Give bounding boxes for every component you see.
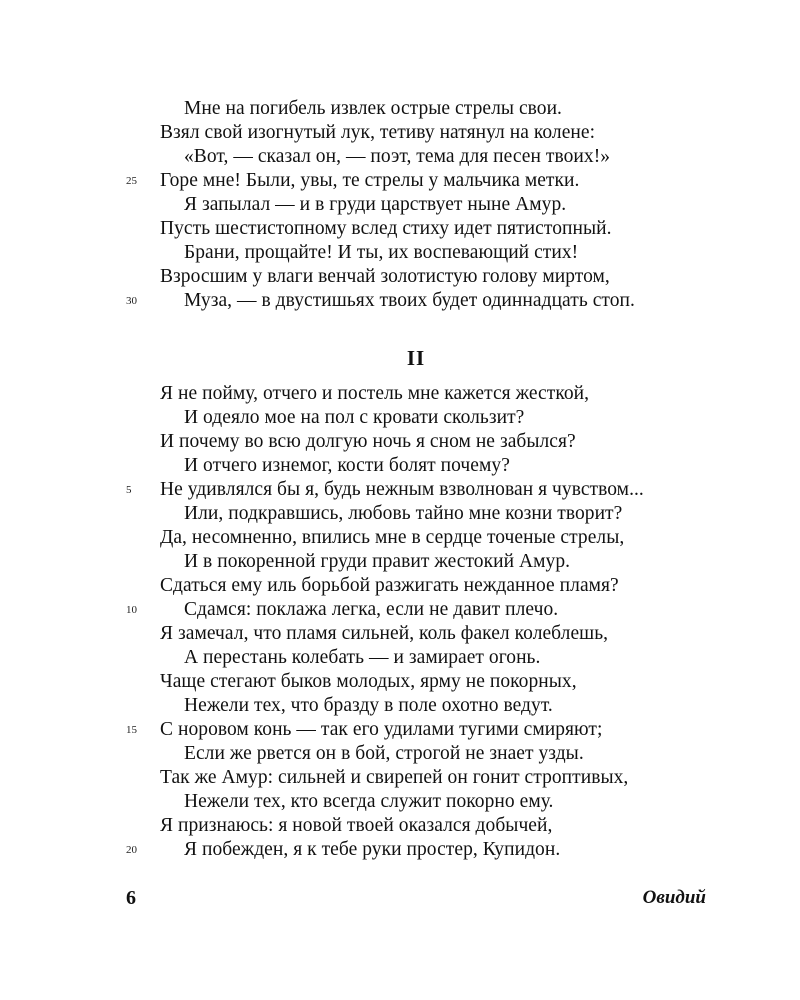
verse-line: Нежели тех, что бразду в поле охотно ведут. [184,695,553,716]
line-number: 25 [126,175,137,187]
verse-line: Горе мне! Были, увы, те стрелы у мальчика метки. [160,170,580,191]
line-number: 15 [126,724,137,736]
line-number: 10 [126,604,137,616]
verse-line: И в покоренной груди правит жестокий Амур. [184,551,571,572]
verse-line: Сдамся: поклажа легка, если не давит плечо. [184,599,559,620]
line-number: 20 [126,844,137,856]
verse-line: Я побежден, я к тебе руки простер, Купидон. [184,839,561,860]
verse-line: Да, несомненно, впились мне в сердце точеные стрелы, [160,527,625,548]
verse-line: Брани, прощайте! И ты, их воспевающий стих! [184,242,579,263]
verse-line: Я запылал — и в груди царствует ныне Амур. [184,194,567,215]
verse-line: Муза, — в двустишьях твоих будет одиннадцать стоп. [184,290,635,311]
verse-line: Я замечал, что пламя сильней, коль факел колеблешь, [160,623,609,644]
line-number: 30 [126,295,137,307]
verse-line: Я признаюсь: я новой твоей оказался добычей, [160,815,553,836]
verse-line: Сдаться ему иль борьбой разжигать нежданное пламя? [160,575,619,596]
verse-line: Или, подкравшись, любовь тайно мне козни творит? [184,503,623,524]
verse-line: Взял свой изогнутый лук, тетиву натянул на колене: [160,122,596,143]
verse-line: И отчего изнемог, кости болят почему? [184,455,510,476]
running-head-author: Овидий [642,887,706,908]
verse-line: Пусть шестистопному вслед стиху идет пятистопный. [160,218,612,239]
verse-line: Взросшим у влаги венчай золотистую голову миртом, [160,266,610,287]
verse-line: С норовом конь — так его удилами тугими смиряют; [160,719,603,740]
verse-line: А перестань колебать — и замирает огонь. [184,647,541,668]
page-number: 6 [126,887,136,909]
line-number: 5 [126,484,132,496]
section-heading: II [406,346,426,370]
verse-line: И почему во всю долгую ночь я сном не забылся? [160,431,576,452]
verse-line: Чаще стегают быков молодых, ярму не покорных, [160,671,577,692]
verse-line: И одеяло мое на пол с кровати скользит? [184,407,525,428]
verse-line: Мне на погибель извлек острые стрелы свои. [184,98,562,119]
verse-line: Так же Амур: сильней и свирепей он гонит строптивых, [160,767,629,788]
verse-line: Если же рвется он в бой, строгой не знает узды. [184,743,584,764]
verse-line: Нежели тех, кто всегда служит покорно ему. [184,791,554,812]
verse-line: Не удивлялся бы я, будь нежным взволнован я чувством... [160,479,644,500]
verse-line: Я не пойму, отчего и постель мне кажется жесткой, [160,383,590,404]
verse-line: «Вот, — сказал он, — поэт, тема для песен твоих!» [184,146,611,167]
